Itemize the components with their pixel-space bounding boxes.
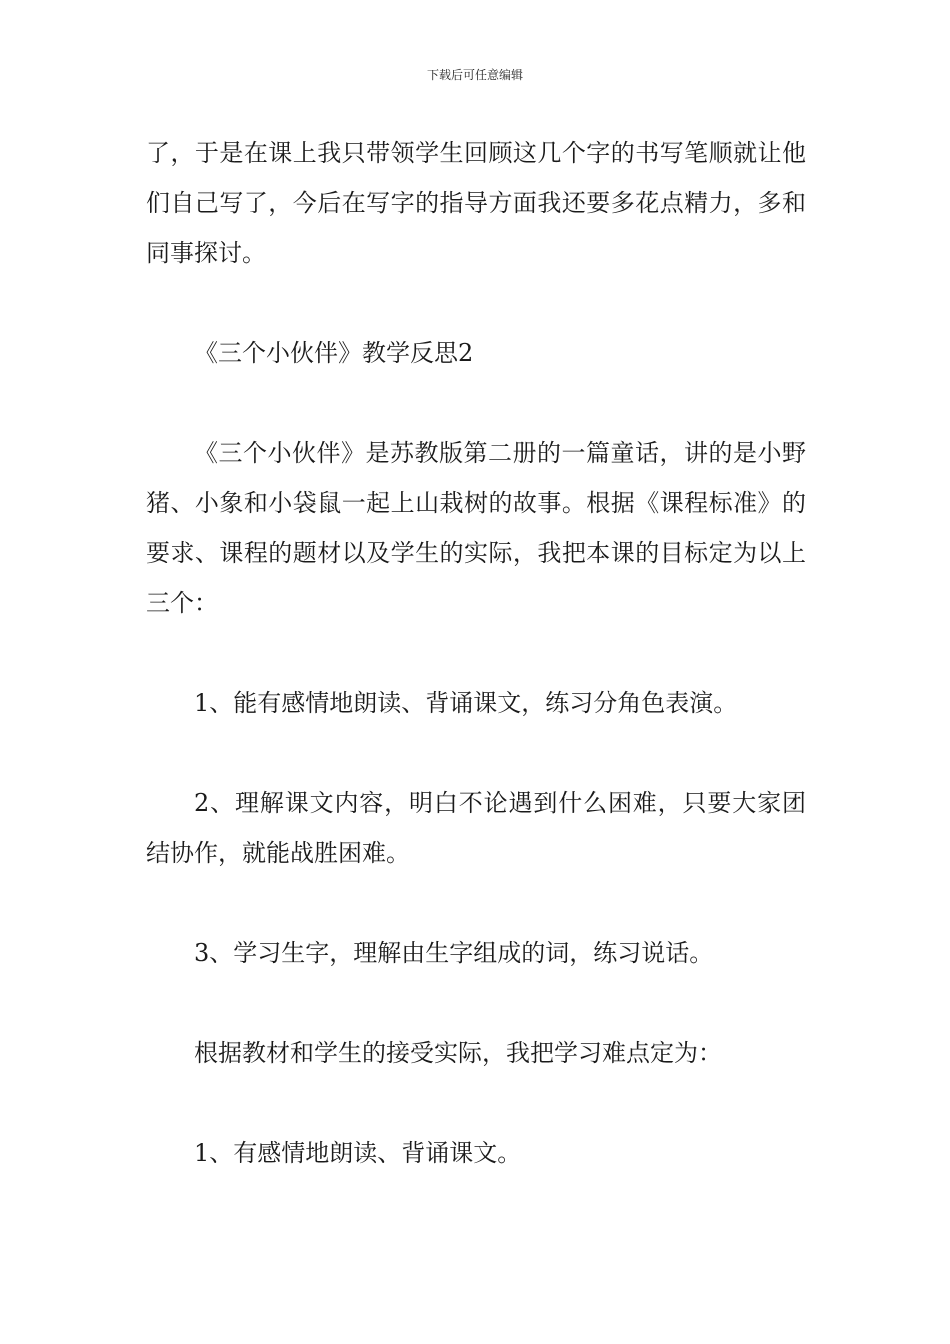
objective-item-3: 3、学习生字，理解由生字组成的词，练习说话。: [194, 939, 714, 967]
paragraph-intro: 《三个小伙伴》是苏教版第二册的一篇童话，讲的是小野猪、小象和小袋鼠一起上山栽树的故事。根据《课程标准》的要求、课程的题材以及学生的实际，我把本课的目标定为以上三个：: [146, 439, 806, 617]
objective-item-1: 1、能有感情地朗读、背诵课文，练习分角色表演。: [194, 689, 738, 717]
difficulty-intro: 根据教材和学生的接受实际，我把学习难点定为：: [194, 1039, 722, 1067]
paragraph-continuation: 了，于是在课上我只带领学生回顾这几个字的书写笔顺就让他们自己写了，今后在写字的指导方面我还要多花点精力，多和同事探讨。: [146, 139, 806, 267]
document-body: [146, 128, 806, 1178]
difficulty-item-1: 1、有感情地朗读、背诵课文。: [194, 1139, 522, 1167]
page-header: 下载后可任意编辑: [426, 68, 523, 82]
objective-item-2: 2、理解课文内容，明白不论遇到什么困难，只要大家团结协作，就能战胜困难。: [146, 789, 806, 867]
section-heading: 《三个小伙伴》教学反思2: [194, 339, 474, 367]
